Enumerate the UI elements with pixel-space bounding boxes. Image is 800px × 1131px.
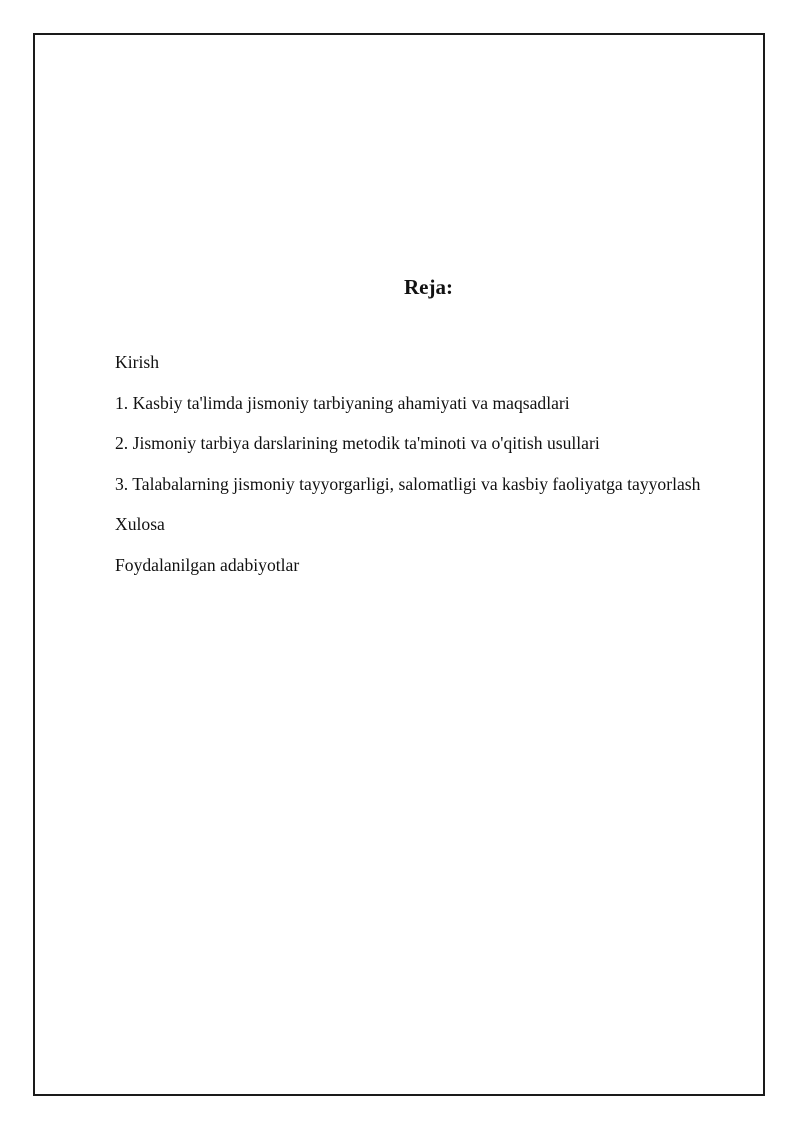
plan-item-introduction: Kirish [115,352,159,372]
plan-item-references: Foydalanilgan adabiyotlar [115,554,300,575]
plan-item-2: 2. Jismoniy tarbiya darslarining metodik ta'minoti va o'qitish usullari [115,433,600,453]
plan-list [115,351,700,594]
page-title: Reja: [404,275,453,299]
plan-item-1: 1. Kasbiy ta'limda jismoniy tarbiyaning ahamiyati va maqsadlari [115,392,570,413]
plan-item-conclusion: Xulosa [115,514,165,534]
plan-item-3: 3. Talabalarning jismoniy tayyorgarligi, salomatligi va kasbiy faoliyatga tayyorlash [115,473,701,494]
